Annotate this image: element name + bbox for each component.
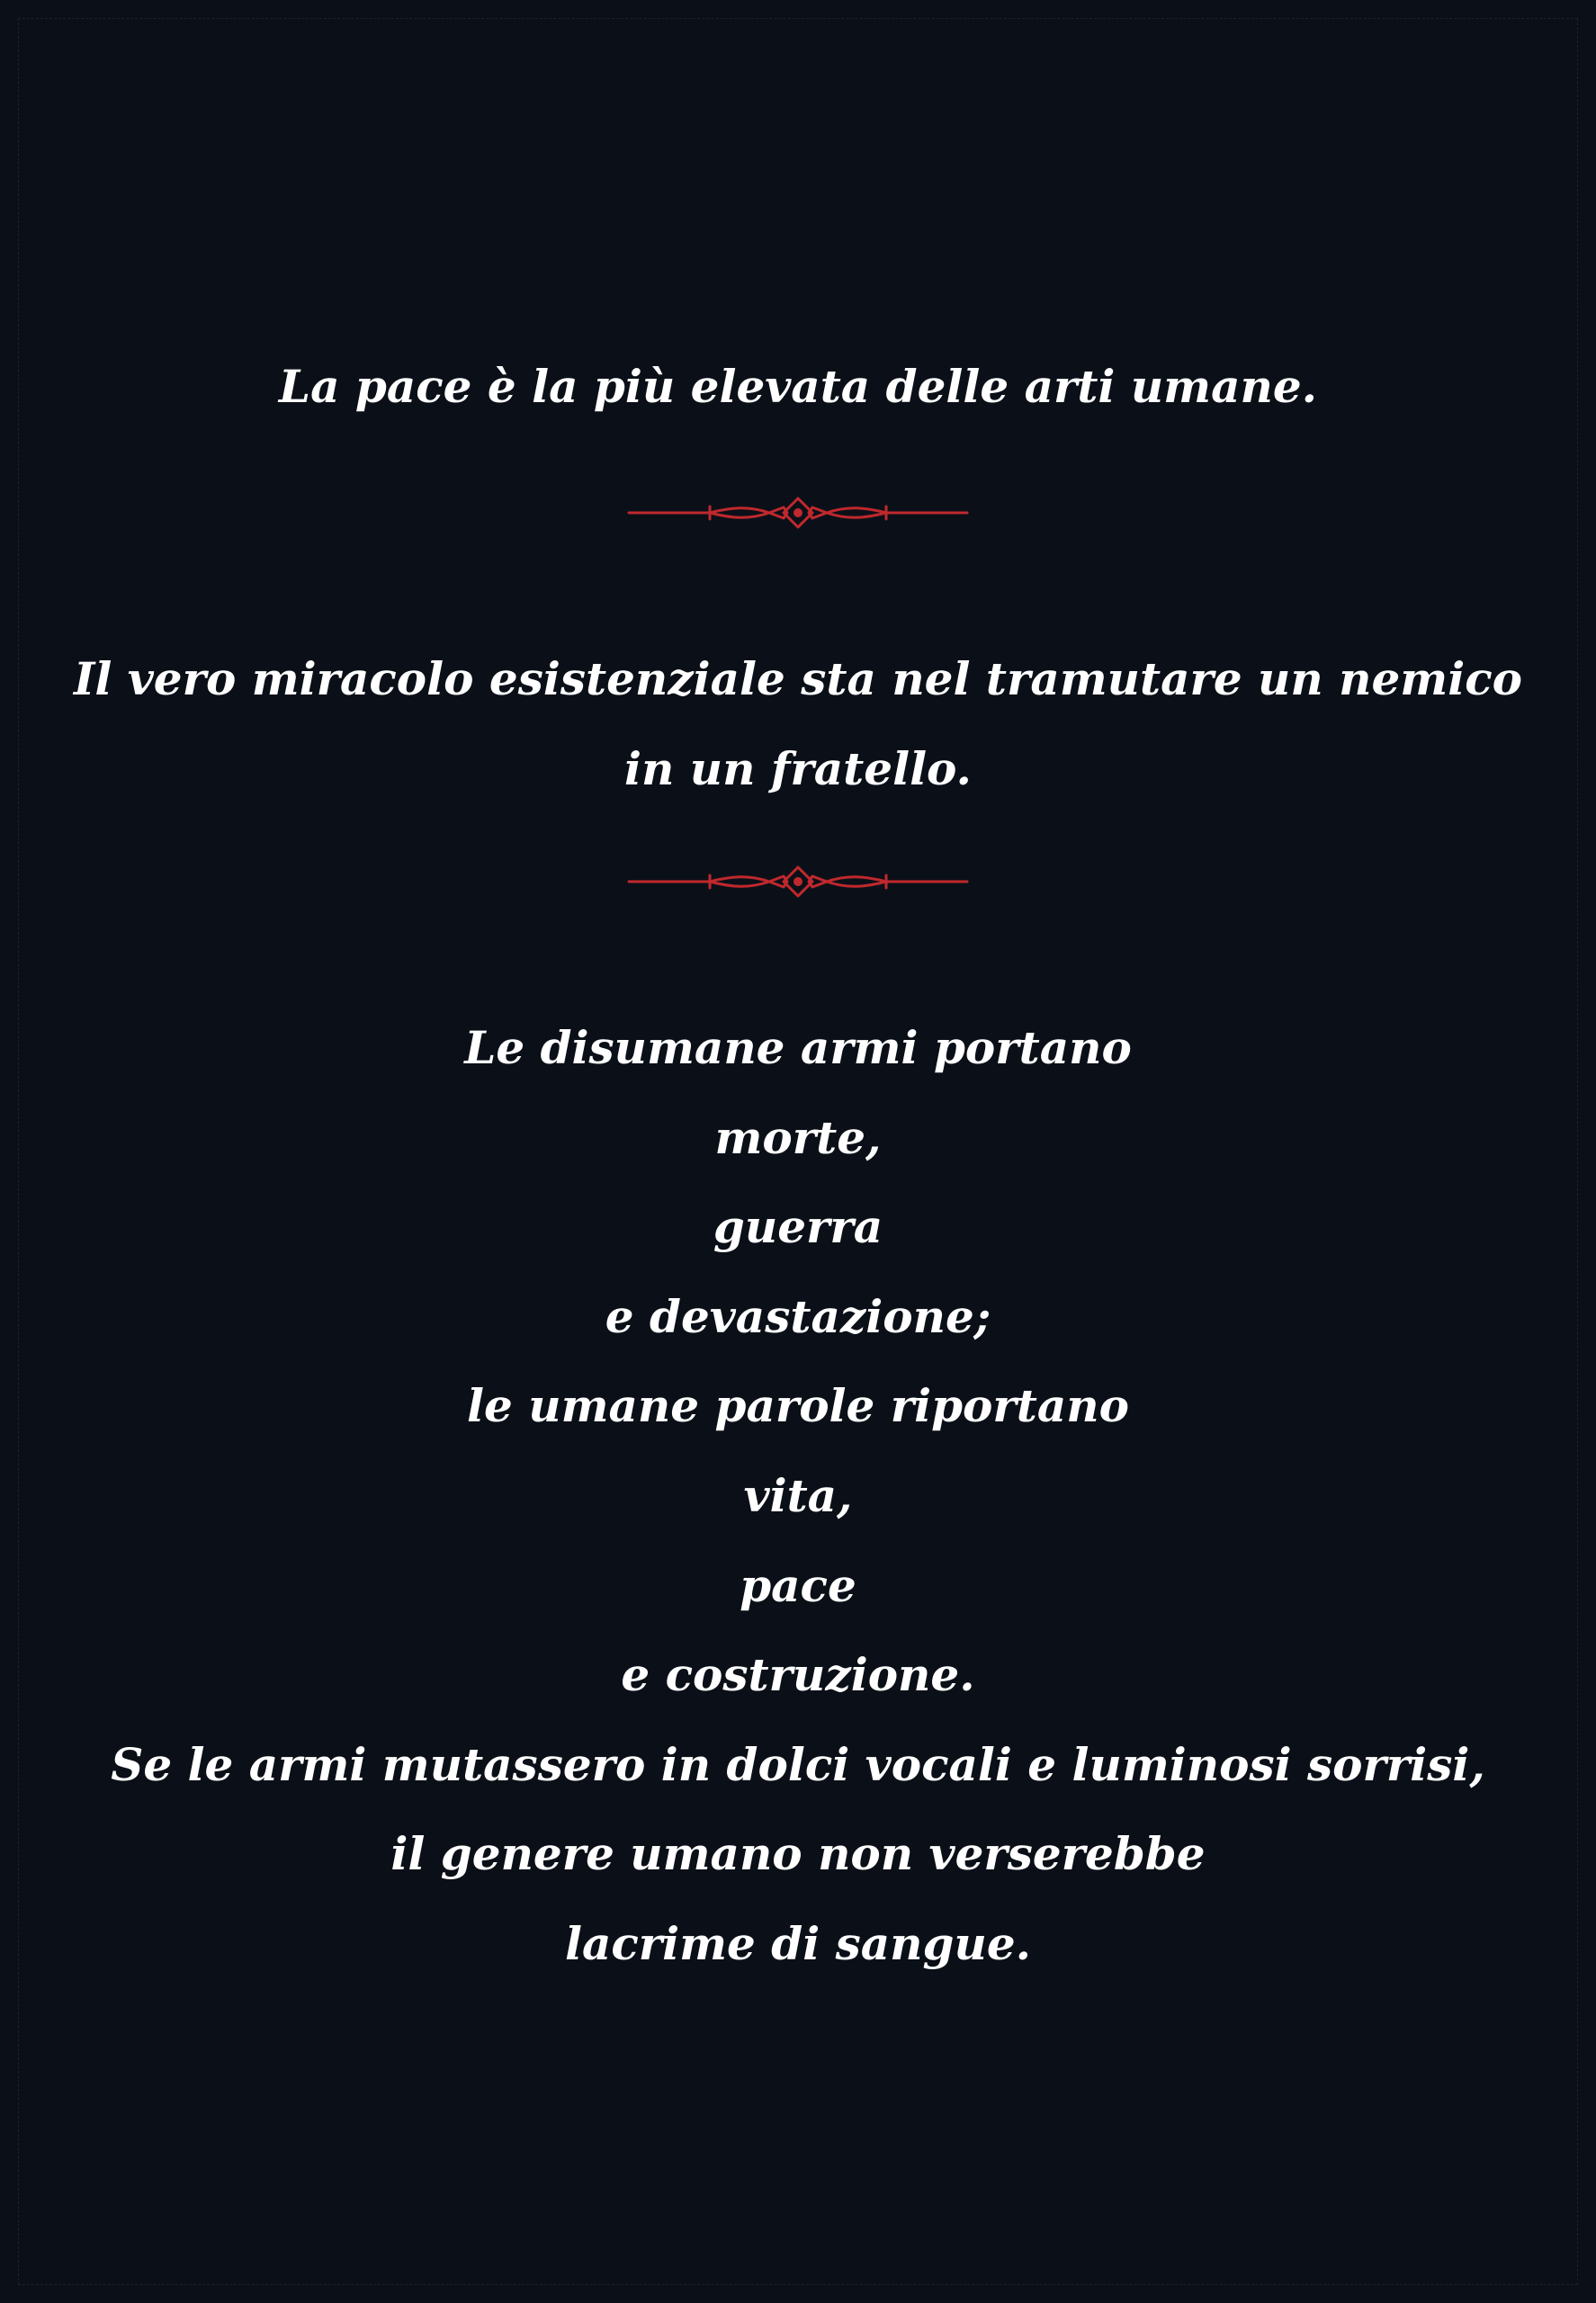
- poem-line: Le disumane armi portano: [464, 1021, 1132, 1074]
- poem-line: pace: [740, 1558, 856, 1612]
- poem-line: Se le armi mutassero in dolci vocali e luminosi sorrisi,: [111, 1737, 1485, 1791]
- poem-line: le umane parole riportano: [467, 1379, 1129, 1433]
- poem: [0, 1003, 1596, 1989]
- poem-line: lacrime di sangue.: [564, 1916, 1032, 1970]
- quote-line: Il vero miracolo esistenziale sta nel tramutare un nemico: [73, 652, 1523, 705]
- flourish-divider-icon: [627, 864, 969, 900]
- quote-miracle: [0, 634, 1596, 814]
- poem-line: e costruzione.: [621, 1648, 975, 1702]
- quote-peace: La pace è la più elevata delle arti umane.: [278, 360, 1318, 413]
- poem-line: guerra: [713, 1200, 883, 1254]
- flourish-divider-icon: [627, 495, 969, 531]
- poem-line: vita,: [743, 1468, 853, 1522]
- poem-line: morte,: [714, 1110, 882, 1164]
- quote-line: in un fratello.: [624, 742, 972, 795]
- poem-line: il genere umano non verserebbe: [390, 1827, 1206, 1881]
- poem-line: e devastazione;: [605, 1289, 991, 1343]
